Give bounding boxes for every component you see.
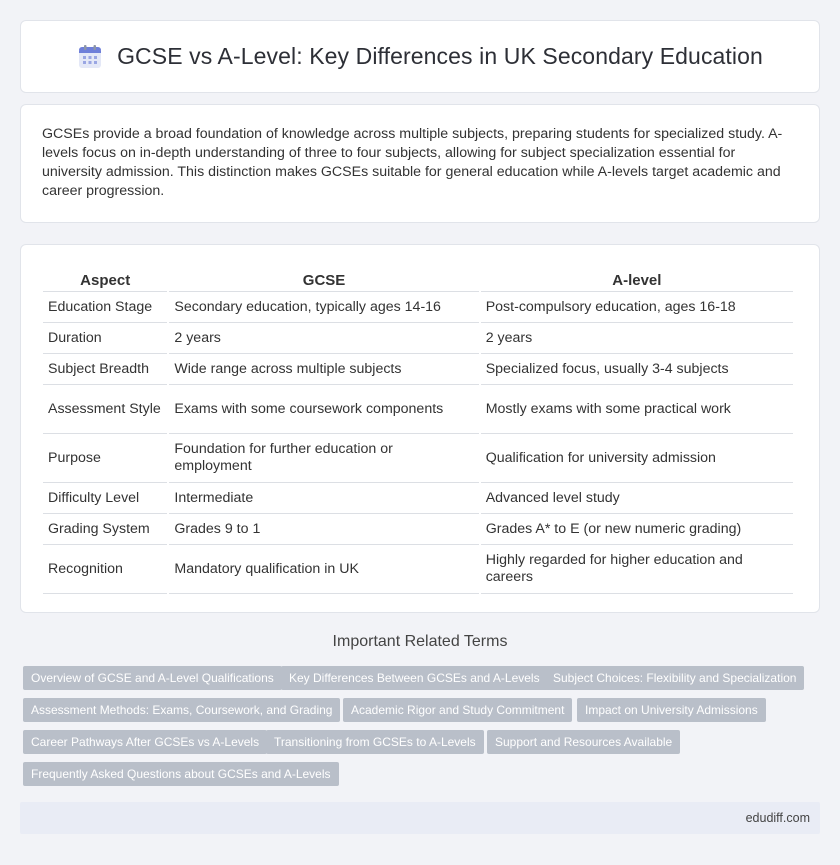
related-term-tag[interactable]: Frequently Asked Questions about GCSEs and A-Levels xyxy=(23,762,339,786)
gcse-cell: Secondary education, typically ages 14-16 xyxy=(169,292,478,323)
calendar-icon xyxy=(77,44,103,70)
alevel-cell: Grades A* to E (or new numeric grading) xyxy=(481,514,793,545)
comparison-table xyxy=(41,265,795,594)
related-term-tag[interactable]: Assessment Methods: Exams, Coursework, and Grading xyxy=(23,698,340,722)
gcse-cell: 2 years xyxy=(169,323,478,354)
table-row xyxy=(43,514,793,545)
intro-card xyxy=(20,104,820,223)
aspect-cell: Duration xyxy=(43,323,167,354)
footer xyxy=(20,802,820,834)
table-row xyxy=(43,385,793,434)
table-row xyxy=(43,354,793,385)
table-row xyxy=(43,323,793,354)
alevel-cell: 2 years xyxy=(481,323,793,354)
alevel-cell: Post-compulsory education, ages 16-18 xyxy=(481,292,793,323)
aspect-cell: Difficulty Level xyxy=(43,483,167,514)
table-row xyxy=(43,545,793,594)
alevel-cell: Mostly exams with some practical work xyxy=(481,385,793,434)
aspect-cell: Assessment Style xyxy=(43,385,167,434)
header-card xyxy=(20,20,820,93)
gcse-cell: Intermediate xyxy=(169,483,478,514)
alevel-cell: Qualification for university admission xyxy=(481,434,793,483)
header-aspect: Aspect xyxy=(43,265,167,292)
related-term-tag[interactable]: Impact on University Admissions xyxy=(577,698,766,722)
related-term-tag[interactable]: Key Differences Between GCSEs and A-Levels xyxy=(281,666,548,690)
related-terms-heading: Important Related Terms xyxy=(332,633,508,650)
alevel-cell: Advanced level study xyxy=(481,483,793,514)
related-term-tag[interactable]: Overview of GCSE and A-Level Qualifications xyxy=(23,666,282,690)
table-row xyxy=(43,434,793,483)
header-gcse: GCSE xyxy=(169,265,478,292)
related-term-tag[interactable]: Transitioning from GCSEs to A-Levels xyxy=(266,730,484,754)
comparison-table-card xyxy=(20,244,820,613)
related-term-tag[interactable]: Career Pathways After GCSEs vs A-Levels xyxy=(23,730,267,754)
page-title: GCSE vs A-Level: Key Differences in UK Secondary Education xyxy=(117,43,763,69)
header-alevel: A-level xyxy=(481,265,793,292)
gcse-cell: Grades 9 to 1 xyxy=(169,514,478,545)
gcse-cell: Mandatory qualification in UK xyxy=(169,545,478,594)
related-term-tag[interactable]: Support and Resources Available xyxy=(487,730,680,754)
aspect-cell: Subject Breadth xyxy=(43,354,167,385)
table-header-row xyxy=(43,265,793,292)
aspect-cell: Purpose xyxy=(43,434,167,483)
related-term-tag[interactable]: Subject Choices: Flexibility and Specialization xyxy=(545,666,804,690)
gcse-cell: Foundation for further education or employment xyxy=(169,434,478,483)
table-row xyxy=(43,483,793,514)
table-row xyxy=(43,292,793,323)
alevel-cell: Highly regarded for higher education and careers xyxy=(481,545,793,594)
gcse-cell: Exams with some coursework components xyxy=(169,385,478,434)
aspect-cell: Recognition xyxy=(43,545,167,594)
aspect-cell: Education Stage xyxy=(43,292,167,323)
aspect-cell: Grading System xyxy=(43,514,167,545)
intro-text: GCSEs provide a broad foundation of knowledge across multiple subjects, preparing students for specialized study. A-levels focus on in-depth understanding of three to four subjects, allowing for subject specialization essential for university admission. This distinction makes GCSEs suitable for general education while A-levels target academic and career progression. xyxy=(42,126,783,199)
related-term-tag[interactable]: Academic Rigor and Study Commitment xyxy=(343,698,572,722)
footer-site-link[interactable]: edudiff.com xyxy=(745,811,810,825)
gcse-cell: Wide range across multiple subjects xyxy=(169,354,478,385)
alevel-cell: Specialized focus, usually 3-4 subjects xyxy=(481,354,793,385)
